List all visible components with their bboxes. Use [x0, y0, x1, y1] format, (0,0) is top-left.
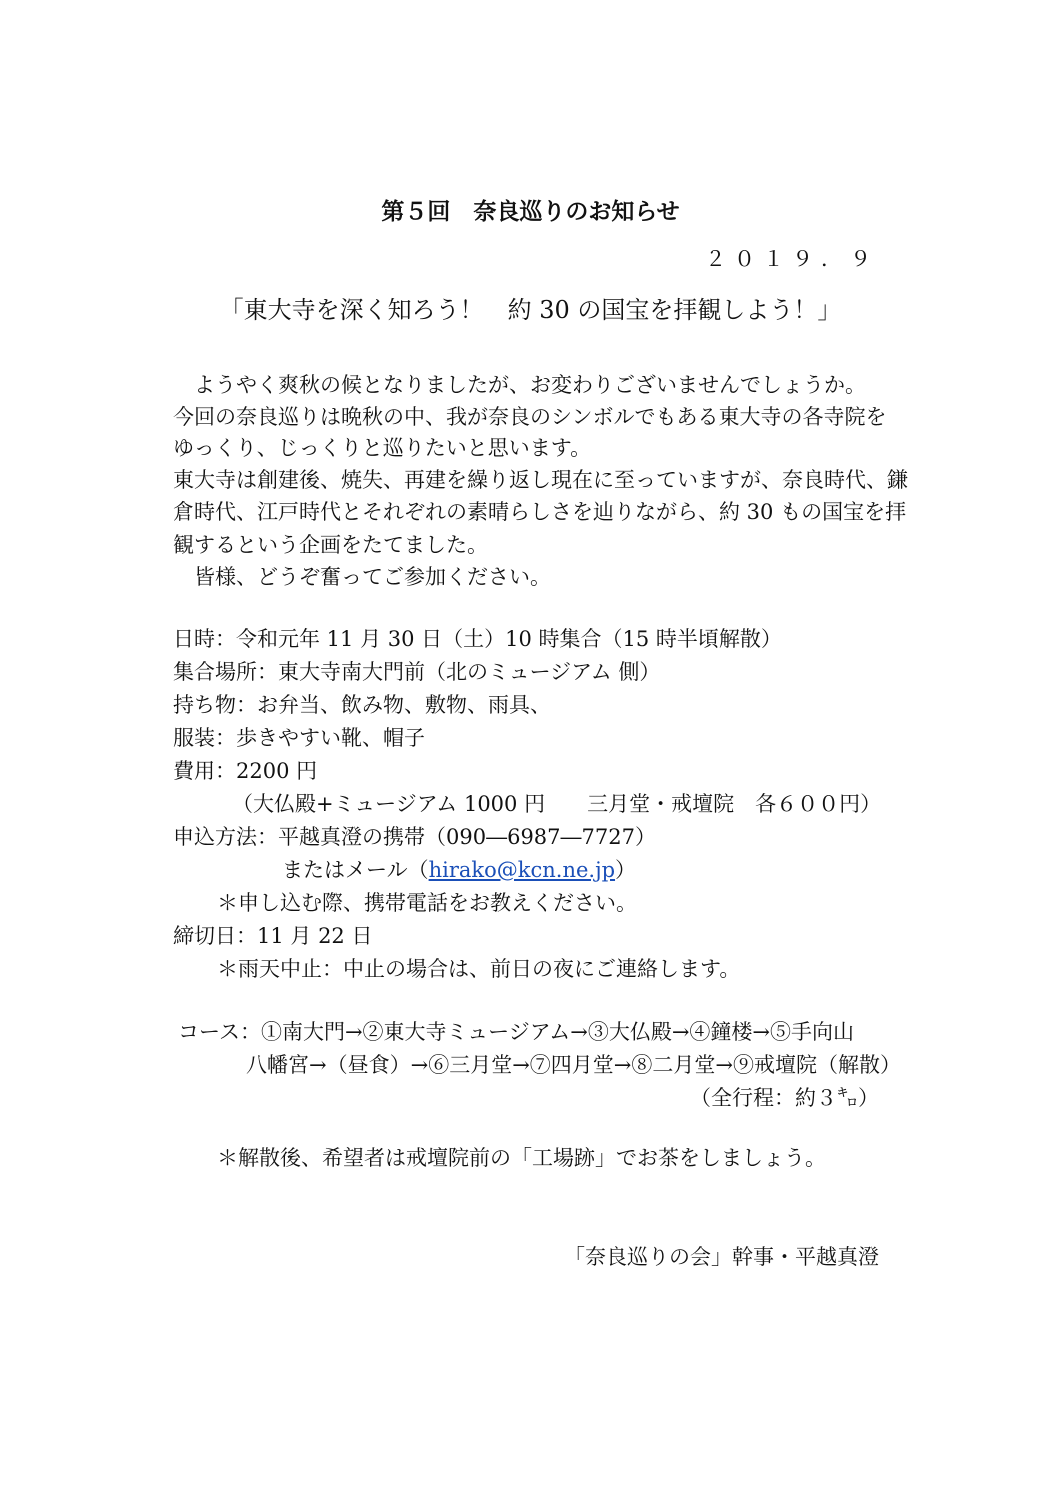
detail-deadline: 締切日：11 月 22 日	[173, 924, 373, 948]
intro-line: ゆっくり、じっくりと巡りたいと思います。	[173, 436, 592, 460]
detail-attire: 服装：歩きやすい靴、帽子	[173, 726, 425, 750]
detail-cost: 費用：2200 円	[173, 759, 318, 783]
intro-line: 倉時代、江戸時代とそれぞれの素晴らしさを辿りながら、約 30 もの国宝を拝	[173, 500, 907, 524]
detail-meeting-place: 集合場所：東大寺南大門前（北のミュージアム 側）	[173, 660, 661, 684]
signature: 「奈良巡りの会」幹事・平越真澄	[564, 1245, 879, 1269]
detail-rain-note: ＊雨天中止：中止の場合は、前日の夜にご連絡します。	[217, 957, 741, 981]
detail-apply-method: 申込方法：平越真澄の携帯（090―6987―7727）	[173, 825, 656, 849]
detail-apply-note: ＊申し込む際、携帯電話をお教えください。	[217, 891, 637, 915]
course-line-1: コース：①南大門→②東大寺ミュージアム→③大仏殿→④鐘楼→⑤手向山	[178, 1020, 855, 1044]
page-subtitle: 「東大寺を深く知ろう！ 約 30 の国宝を拝観しよう！」	[219, 296, 842, 324]
intro-line: ようやく爽秋の候となりましたが、お変わりございませんでしょうか。	[173, 373, 866, 397]
apply-mail-suffix: ）	[615, 858, 637, 882]
page-title: 第５回 奈良巡りのお知らせ	[381, 199, 680, 225]
intro-line: 観するという企画をたてました。	[173, 533, 488, 557]
document-date: ２０１９．９	[705, 247, 879, 271]
email-link[interactable]: hirako@kcn.ne.jp	[428, 858, 616, 882]
course-line-2: 八幡宮→（昼食）→⑥三月堂→⑦四月堂→⑧二月堂→⑨戒壇院（解散）	[246, 1053, 901, 1077]
after-note: ＊解散後、希望者は戒壇院前の「工場跡」でお茶をしましょう。	[217, 1146, 826, 1170]
detail-apply-mail	[282, 855, 636, 885]
detail-datetime: 日時：令和元年 11 月 30 日（土）10 時集合（15 時半頃解散）	[173, 627, 782, 651]
intro-line: 皆様、どうぞ奮ってご参加ください。	[173, 565, 551, 589]
intro-line: 東大寺は創建後、焼失、再建を繰り返し現在に至っていますが、奈良時代、鎌	[173, 468, 908, 492]
course-total: （全行程：約３㌔）	[690, 1086, 879, 1110]
intro-line: 今回の奈良巡りは晩秋の中、我が奈良のシンボルでもある東大寺の各寺院を	[173, 405, 887, 429]
detail-cost-breakdown: （大仏殿+ミュージアム 1000 円 三月堂・戒壇院 各６００円）	[232, 792, 882, 816]
apply-mail-prefix: またはメール（	[282, 858, 429, 882]
detail-belongings: 持ち物：お弁当、飲み物、敷物、雨具、	[173, 693, 551, 717]
